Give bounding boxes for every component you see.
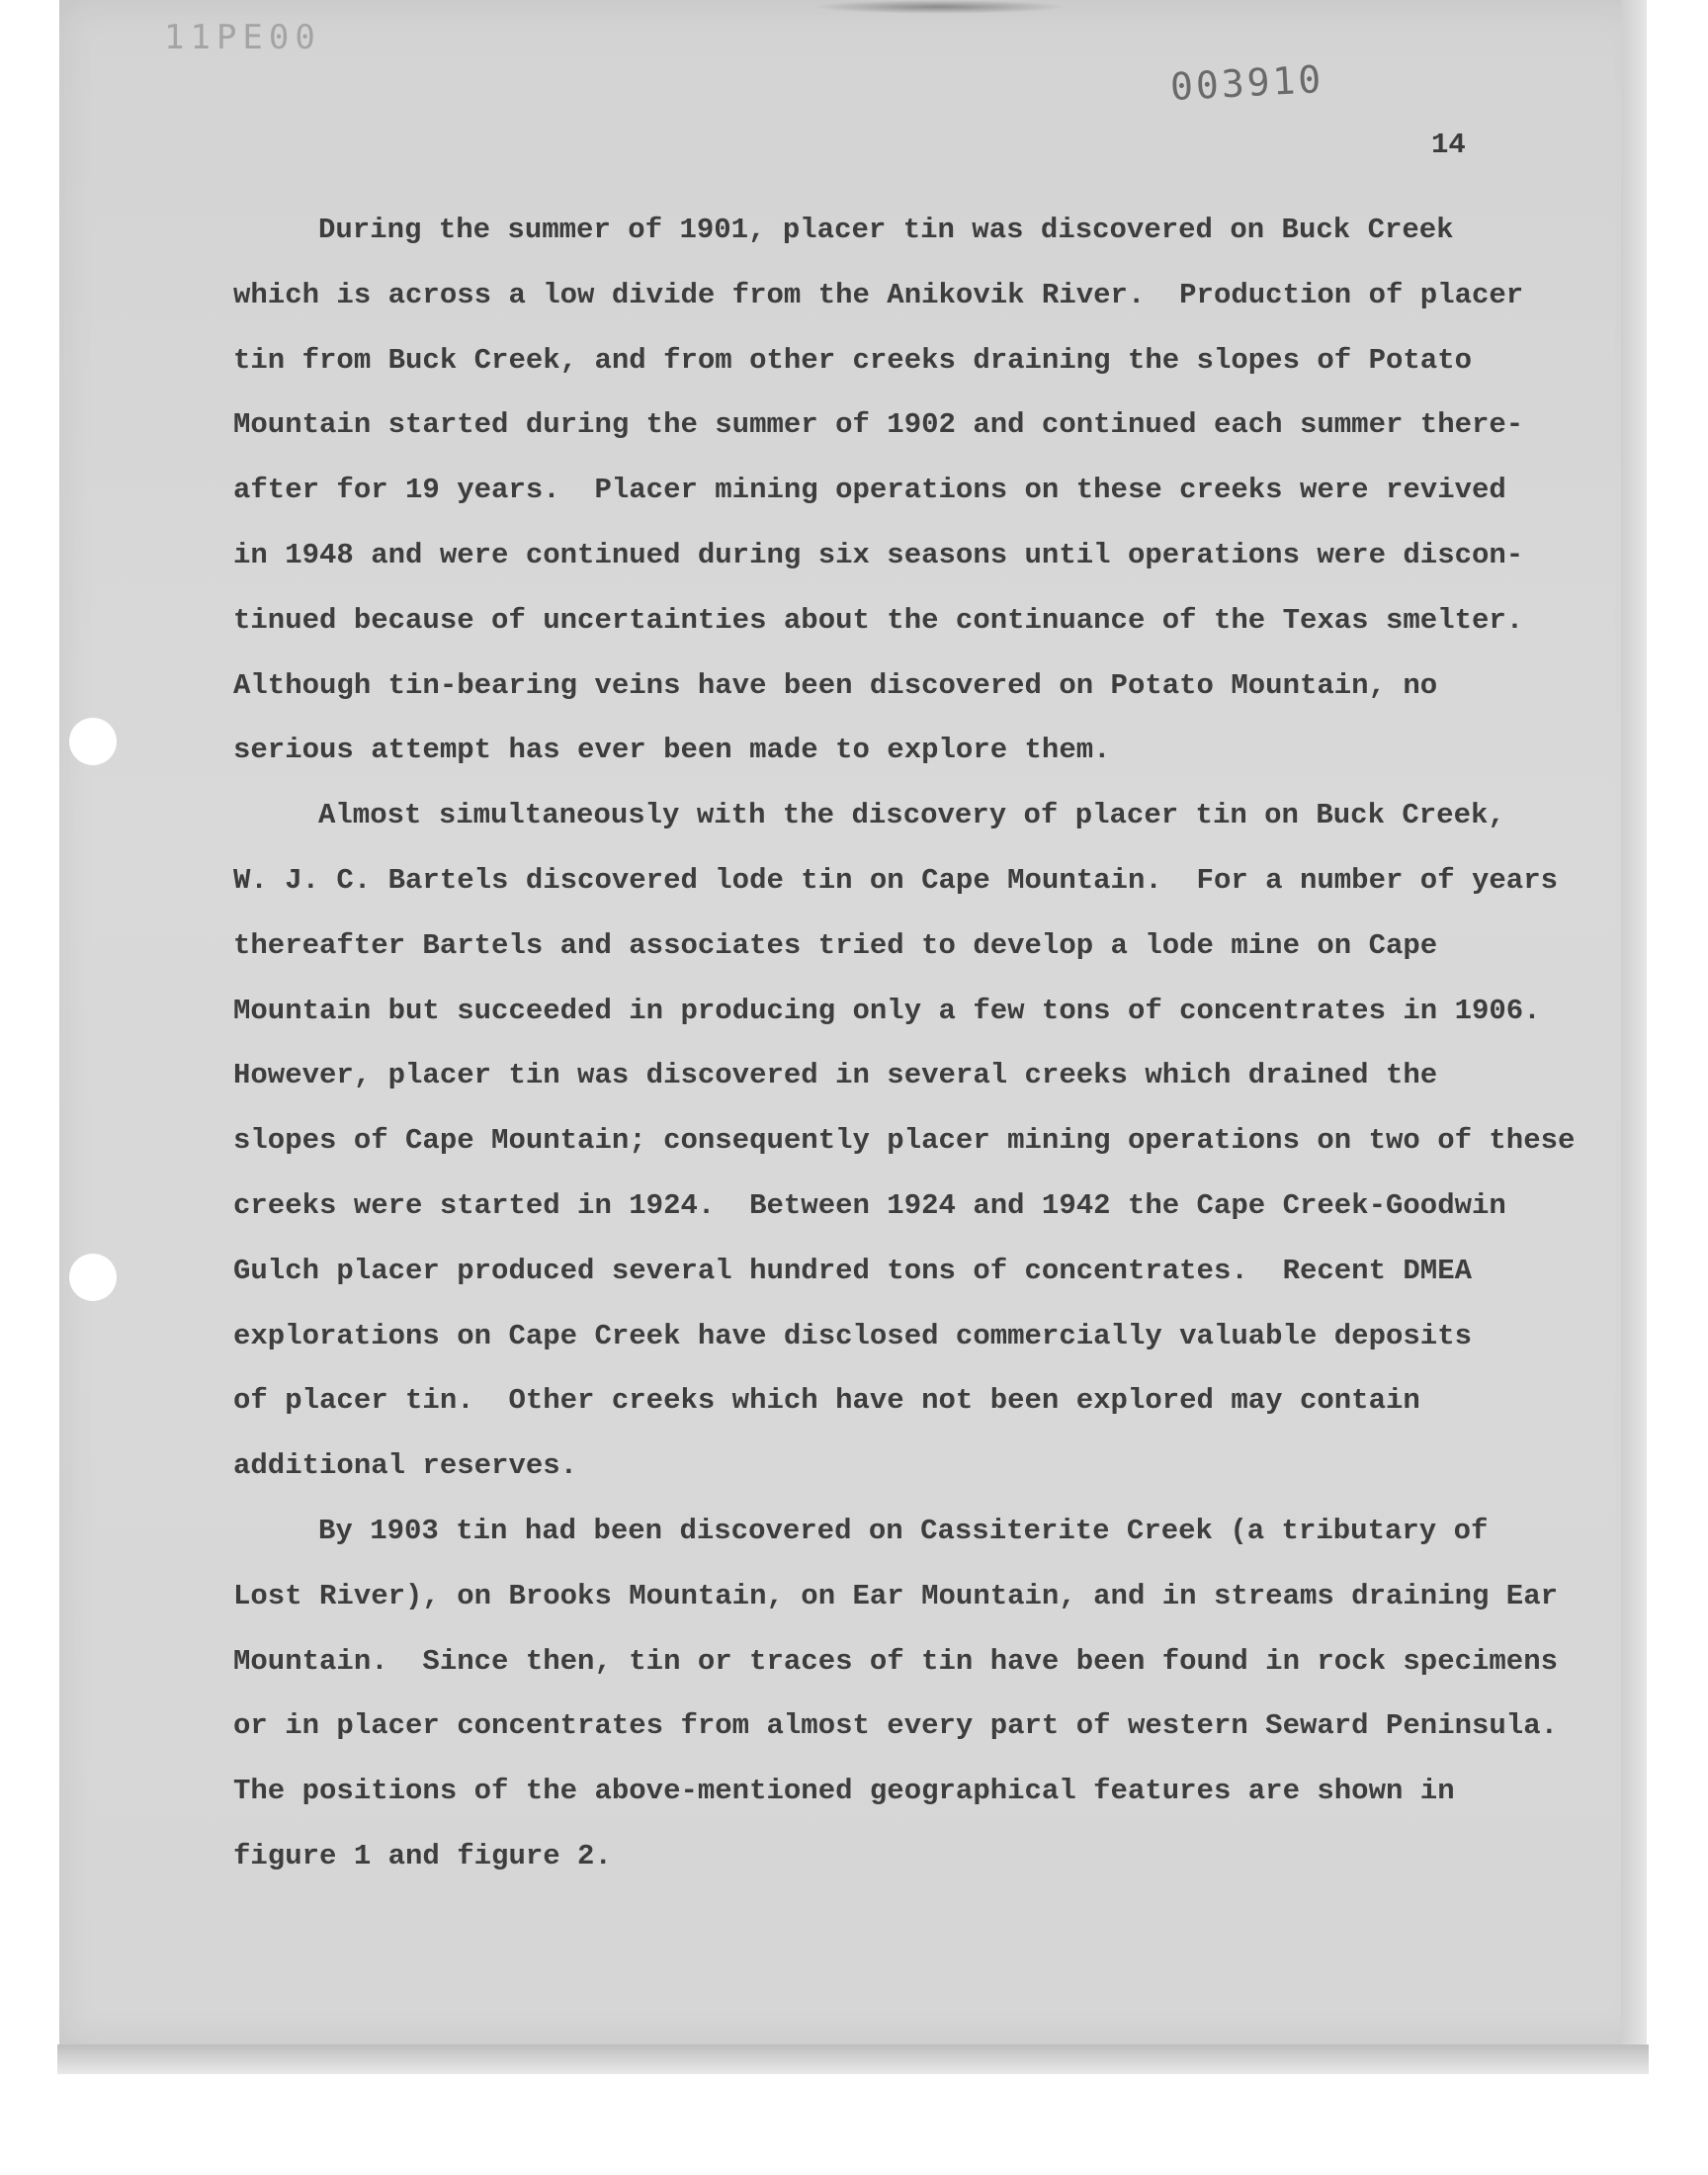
text-line: or in placer concentrates from almost every part of western Seward Peninsula. bbox=[233, 1709, 1559, 1743]
text-line: explorations on Cape Creek have disclosed commercially valuable deposits bbox=[233, 1319, 1473, 1352]
text-line: additional reserves. bbox=[233, 1449, 578, 1483]
text-line: During the summer of 1901, placer tin was discovered on Buck Creek bbox=[318, 214, 1454, 246]
text-line: in 1948 and were continued during six seasons until operations were discon- bbox=[233, 538, 1524, 571]
paragraph-1 bbox=[233, 198, 1540, 783]
paragraph-2 bbox=[233, 783, 1576, 1499]
page-bottom-edge bbox=[57, 2044, 1649, 2074]
text-line: Gulch placer produced several hundred tons of concentrates. Recent DMEA bbox=[233, 1254, 1473, 1287]
document-body bbox=[233, 198, 1576, 1889]
corner-stamp: 11PE00 bbox=[164, 18, 321, 57]
paragraph-3 bbox=[233, 1499, 1559, 1889]
text-line: which is across a low divide from the Anikovik River. Production of placer bbox=[233, 278, 1524, 311]
text-line: By 1903 tin had been discovered on Cassiterite Creek (a tributary of bbox=[318, 1514, 1489, 1547]
text-line: Mountain started during the summer of 1902 and continued each summer there- bbox=[233, 408, 1524, 442]
text-line: of placer tin. Other creeks which have not been explored may contain bbox=[233, 1384, 1420, 1418]
text-line: Almost simultaneously with the discovery of placer tin on Buck Creek, bbox=[318, 799, 1505, 832]
text-line: Mountain. Since then, tin or traces of tin have been found in rock specimens bbox=[233, 1644, 1559, 1678]
text-line: Lost River), on Brooks Mountain, on Ear Mountain, and in streams draining Ear bbox=[233, 1579, 1559, 1612]
text-line: Although tin-bearing veins have been discovered on Potato Mountain, no bbox=[233, 668, 1438, 702]
punch-hole bbox=[69, 1254, 117, 1301]
punch-hole bbox=[69, 718, 117, 765]
text-line: serious attempt has ever been made to explore them. bbox=[233, 734, 1111, 767]
text-line: slopes of Cape Mountain; consequently placer mining operations on two of these bbox=[233, 1124, 1576, 1158]
text-line: Mountain but succeeded in producing only a few tons of concentrates in 1906. bbox=[233, 994, 1541, 1027]
text-line: The positions of the above-mentioned geographical features are shown in bbox=[233, 1775, 1455, 1808]
page-number: 14 bbox=[1431, 129, 1466, 161]
page-edge bbox=[1621, 0, 1647, 2044]
text-line: tinued because of uncertainties about the continuance of the Texas smelter. bbox=[233, 603, 1524, 637]
text-line: figure 1 and figure 2. bbox=[233, 1839, 612, 1872]
text-line: W. J. C. Bartels discovered lode tin on Cape Mountain. For a number of years bbox=[233, 863, 1559, 897]
text-line: However, placer tin was discovered in several creeks which drained the bbox=[233, 1059, 1438, 1092]
text-line: after for 19 years. Placer mining operations on these creeks were revived bbox=[233, 474, 1506, 507]
document-number: 003910 bbox=[1168, 56, 1325, 110]
text-line: tin from Buck Creek, and from other creeks draining the slopes of Potato bbox=[233, 343, 1473, 377]
binding-shadow bbox=[811, 0, 1068, 14]
text-line: thereafter Bartels and associates tried to develop a lode mine on Cape bbox=[233, 928, 1438, 962]
text-line: creeks were started in 1924. Between 1924 and 1942 the Cape Creek-Goodwin bbox=[233, 1188, 1506, 1222]
